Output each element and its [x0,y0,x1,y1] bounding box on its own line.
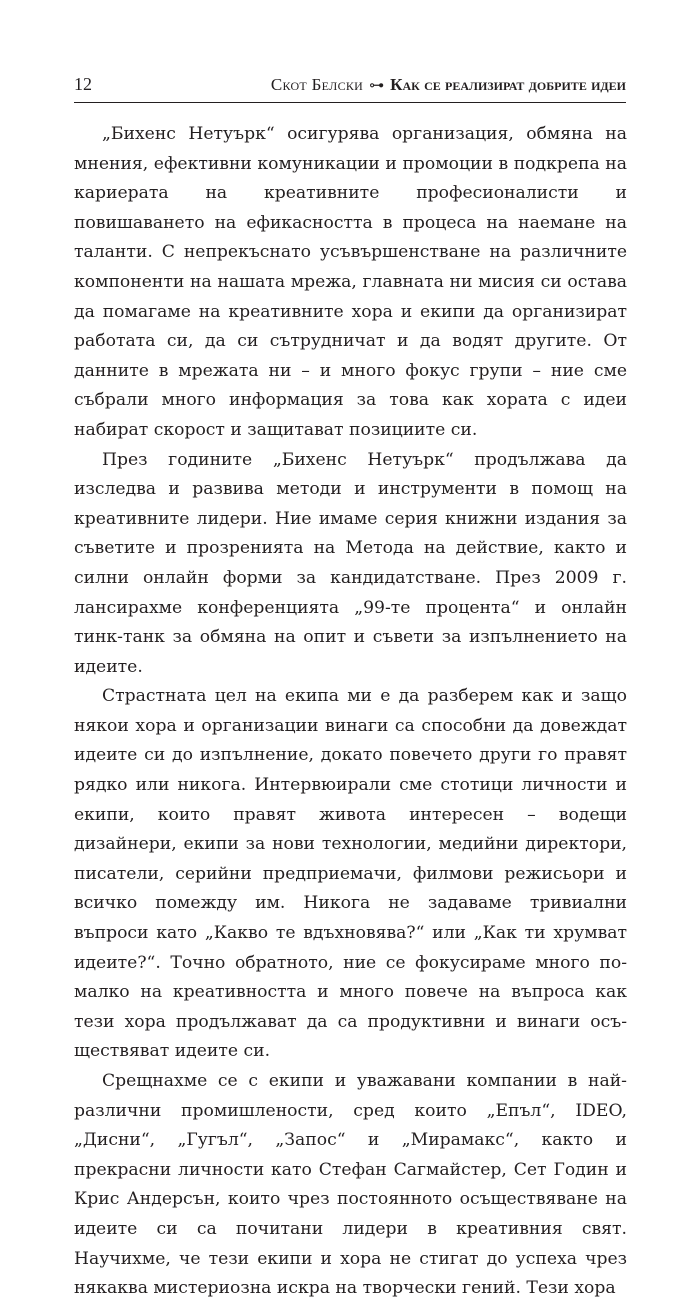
paragraph: „Бихенс Нетуърк“ осигурява организация, обмяна на мнения, ефективни комуникации и промоции в подкрепа на кариерата на креативните професионалисти и повишаването на ефикасността в процеса на наемане на таланти. С непрекъснато усъвършенстване на различните компоненти на нашата мрежа, главната ни мисия си остава да помагаме на креативните хора и екипи да организират работата си, да си сътрудничат и да водят другите. От данните в мрежата ни – и много фокус групи – ние сме събрали много информация за това как хората с идеи набират скорост и защитават позициите си. [74,124,627,440]
page-number: 12 [74,74,92,94]
body-text [74,120,627,1304]
author-name: Скот Белски [270,75,364,94]
paragraph: Страстната цел на екипа ми е да разберем как и защо някои хора и организации винаги са способни да довеждат идеите си до изпълнение, докато повечето други го правят рядко или никога. Интервюирали сме стотици личности и екипи, които правят живота интересен – водещи дизайнери, екипи за нови технологии, медийни директори, писатели, серийни предприемачи, филмови режисьори и всичко помежду им. Никога не задаваме тривиални въпроси като „Какво те вдъхновява?“ или „Как ти хрумват идеите?“. Точно обратното, ние се фокусираме много по-малко на креативността и много повече на въпроса как тези хора продължават да са продуктивни и винаги осъществяват идеите си. [74,686,627,1062]
key-ornament-icon: ⊶ [369,77,385,94]
running-head [74,70,626,100]
running-head-right [271,75,626,100]
book-title: Как се реализират добрите идеи [390,75,626,94]
paragraph: Срещнахме се с екипи и уважавани компании в най-различни промишлености, сред които „Епъл“, IDEO, „Дисни“, „Гугъл“, „Запос“ и „Мирамакс“, както и прекрасни личности като Стефан Сагмайстер, Сет Годин и Крис Андерсън, които чрез постоянното осъществяване на идеите си са почитани лидери в креативния свят. Научихме, че тези екипи и хора не стигат до успеха чрез някаква мистериозна искра на творчески гений. Тези хора [74,1071,627,1299]
paragraph: През годините „Бихенс Нетуърк“ продължава да изследва и развива методи и инструменти в помощ на креативните лидери. Ние имаме серия книжни издания за съветите и прозренията на Метода на действие, както и силни онлайн форми за кандидатстване. През 2009 г. лансирахме конференцията „99-те процента“ и онлайн тинк-танк за обмяна на опит и съвети за изпълнението на идеите. [74,449,627,677]
header-rule [74,102,626,103]
